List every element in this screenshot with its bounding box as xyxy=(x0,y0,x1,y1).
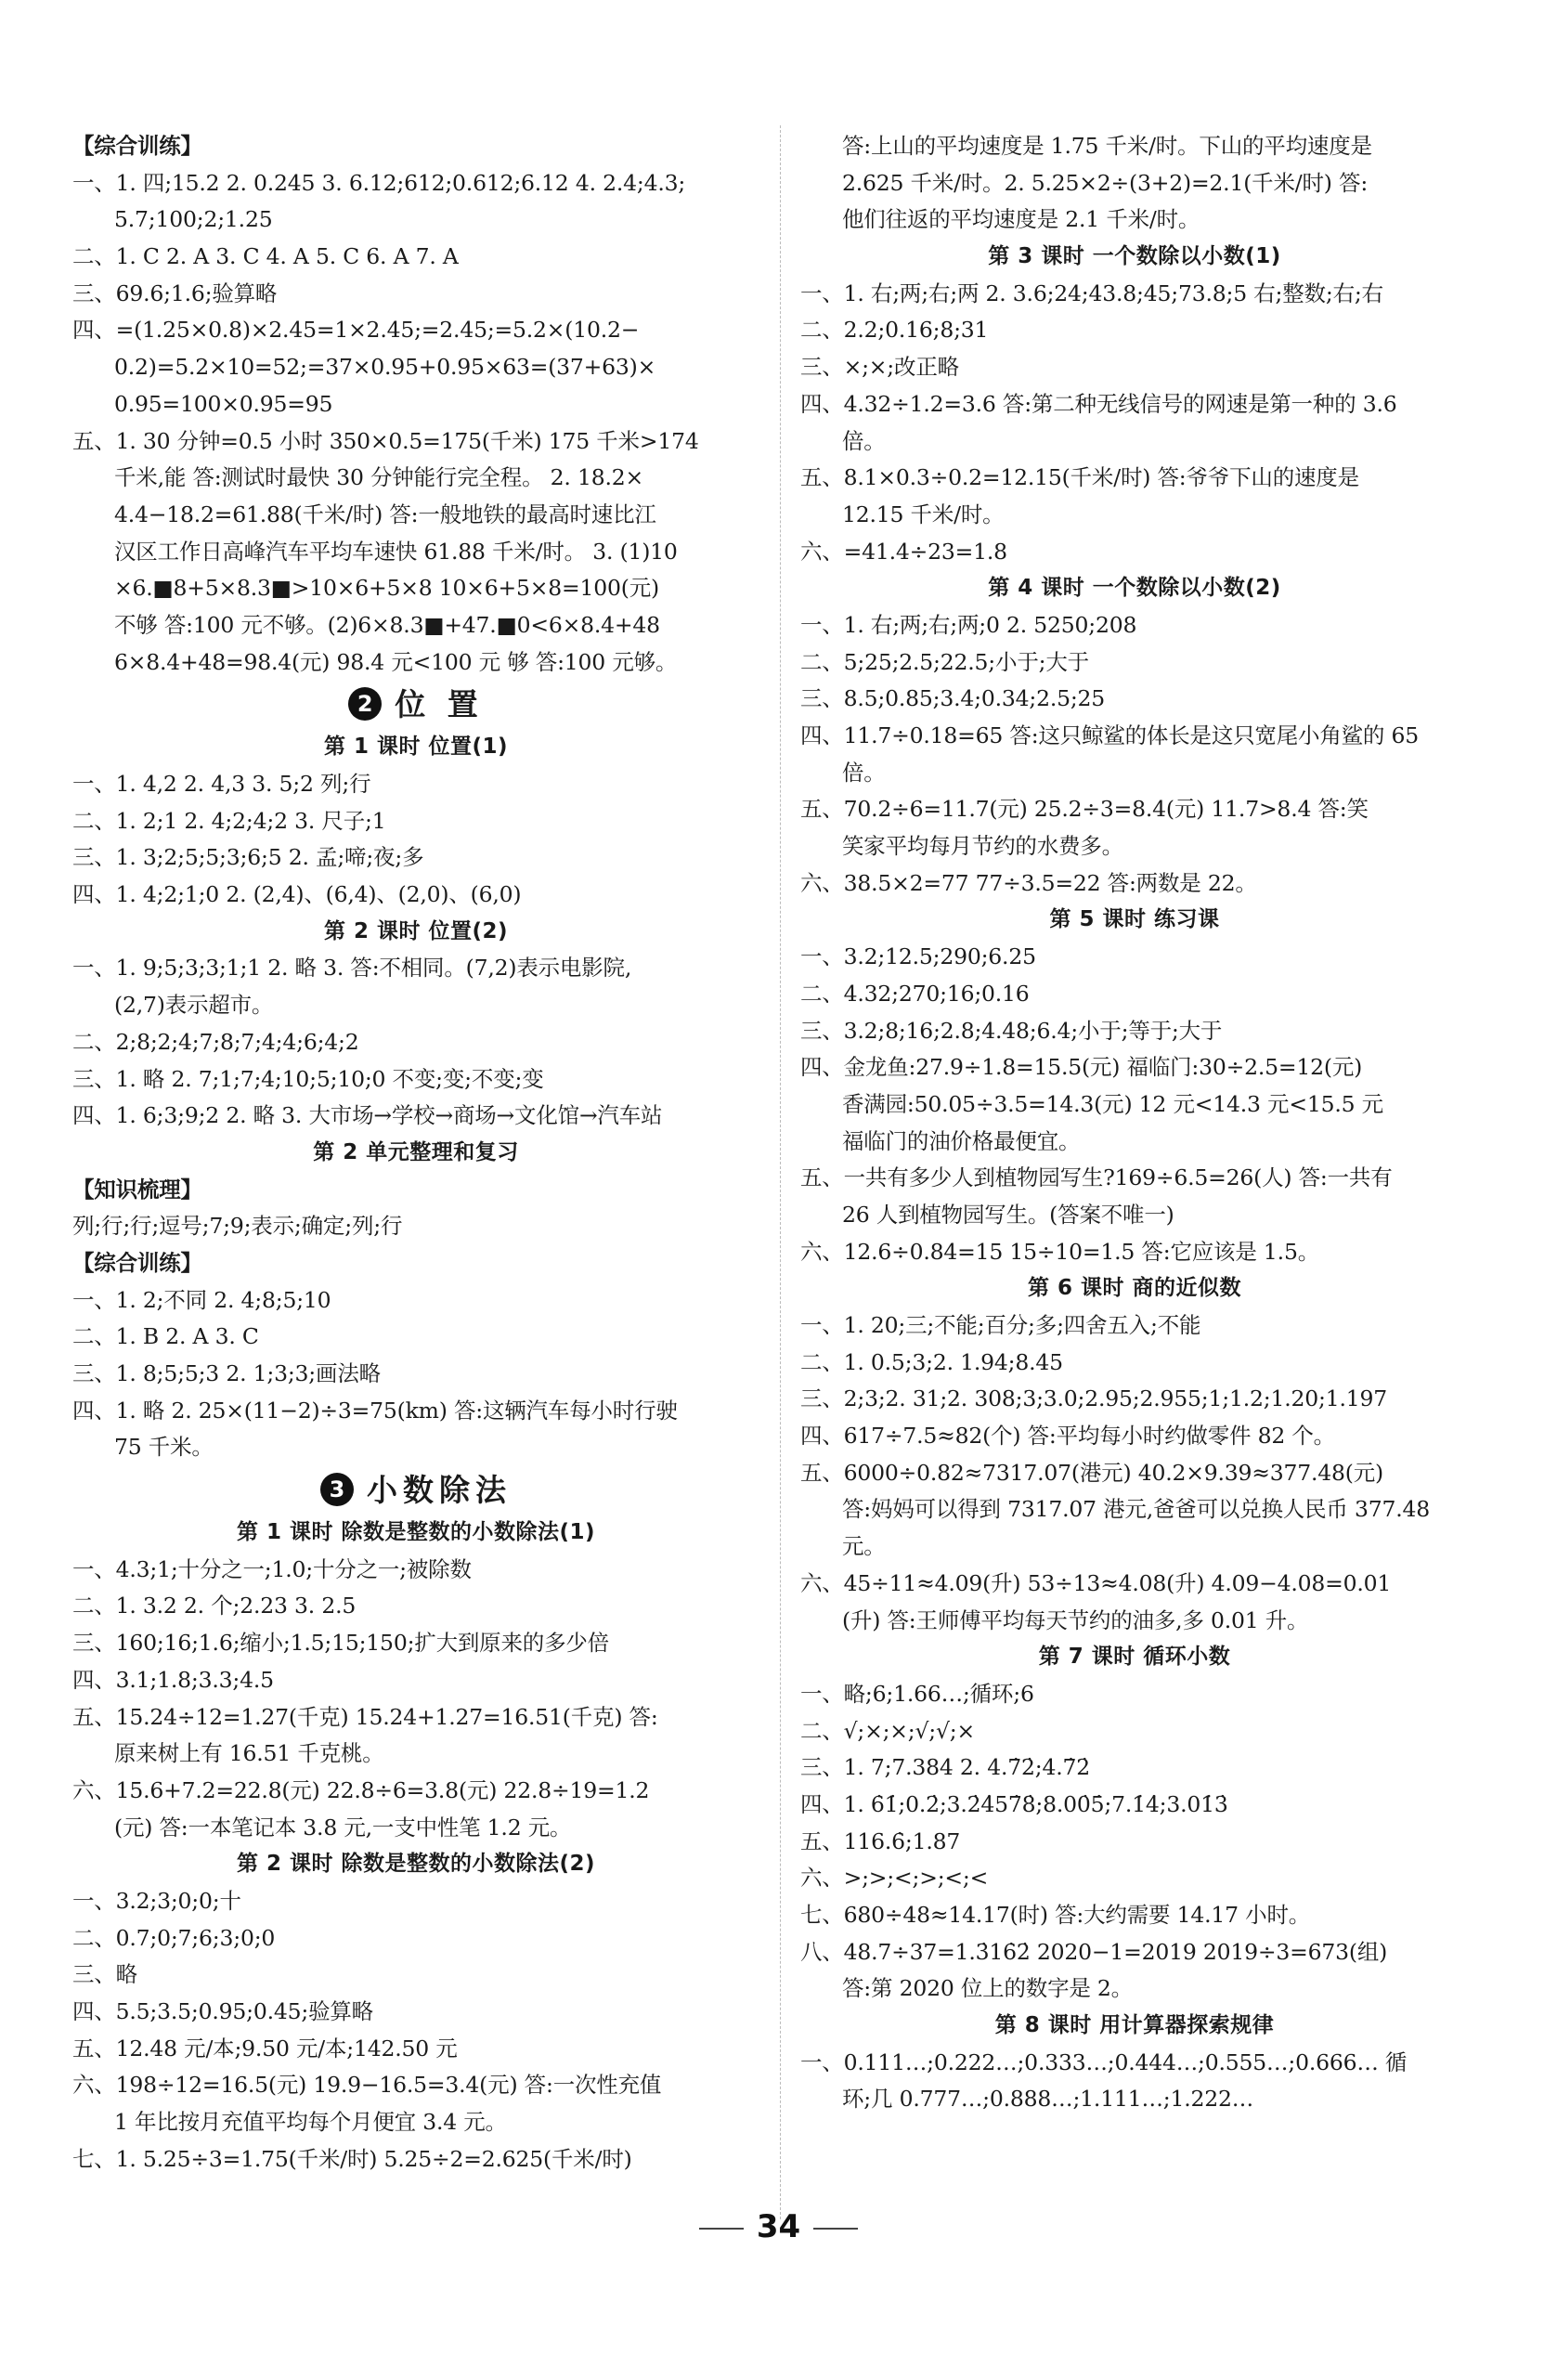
answer-line xyxy=(72,1883,759,1920)
answer-line xyxy=(72,312,759,349)
line-text: 四、4.32÷1.2=3.6 答:第二种无线信号的网速是第一种的 3.6 xyxy=(800,390,1397,417)
line-text: 一、1. 20;三;不能;百分;多;四舍五入;不能 xyxy=(800,1312,1201,1338)
answer-line xyxy=(800,644,1469,682)
answer-line xyxy=(72,1429,759,1466)
answer-line xyxy=(800,460,1469,497)
answer-line xyxy=(800,1197,1469,1234)
line-text: (元) 答:一本笔记本 3.8 元,一支中性笔 1.2 元。 xyxy=(114,1814,572,1840)
line-text: 第 2 课时 位置(2) xyxy=(323,918,509,943)
line-text: 五、116.6̇;1.87 xyxy=(800,1827,961,1854)
answer-line xyxy=(72,644,759,682)
answer-line xyxy=(72,2104,759,2141)
answer-line xyxy=(72,1810,759,1847)
answer-line xyxy=(800,1160,1469,1197)
footer-rule-left xyxy=(699,2228,744,2230)
line-text: 一、0.111…;0.222…;0.333…;0.444…;0.555…;0.666… 循 xyxy=(800,2048,1408,2075)
line-text: 四、1. 6;3;9;2 2. 略 3. 大市场→学校→商场→文化馆→汽车站 xyxy=(72,1102,663,1129)
answer-line xyxy=(800,128,1469,165)
answer-line xyxy=(800,312,1469,349)
unit-title xyxy=(72,681,759,729)
line-text: 【知识梳理】 xyxy=(72,1176,202,1203)
line-text: 三、160;16;1.6;缩小;1.5;15;150;扩大到原来的多少倍 xyxy=(72,1630,609,1657)
line-text: 第 2 单元整理和复习 xyxy=(313,1139,519,1164)
answer-line xyxy=(800,534,1469,571)
answer-line xyxy=(72,1957,759,1994)
line-text: 三、69.6;1.6;验算略 xyxy=(72,280,278,306)
line-text: 原来树上有 16.51 千克桃。 xyxy=(114,1740,384,1767)
answer-line xyxy=(800,497,1469,534)
line-text: 三、1. 3;2;5;5;3;6;5 2. 孟;啼;夜;多 xyxy=(72,844,424,871)
line-text: 第 2 课时 除数是整数的小数除法(2) xyxy=(236,1852,596,1877)
line-text: 香满园:50.05÷3.5=14.3(元) 12 元<14.3 元<15.5 元 xyxy=(842,1090,1383,1117)
line-text: 二、1. 2;1 2. 4;2;4;2 3. 尺子;1 xyxy=(72,807,386,834)
answer-line xyxy=(72,803,759,840)
lesson-heading xyxy=(72,914,759,951)
answer-line xyxy=(800,349,1469,386)
line-text: 三、1. 8;5;5;3 2. 1;3;3;画法略 xyxy=(72,1360,381,1386)
line-text: 六、>;>;<;>;<;< xyxy=(800,1865,989,1892)
line-text: 【综合训练】 xyxy=(72,133,202,159)
lesson-heading xyxy=(800,902,1469,939)
line-text: 他们往返的平均速度是 2.1 千米/时。 xyxy=(842,206,1200,233)
line-text: 一、略;6;1.66…;循环;6 xyxy=(800,1680,1034,1707)
unit-title-text: 小数除法 xyxy=(367,1472,512,1509)
line-text: 0.2)=5.2×10=52;=37×0.95+0.95×63=(37+63)× xyxy=(114,354,656,381)
line-text: 二、1. 3.2 2. 个;2.23 3. 2.5 xyxy=(72,1593,357,1619)
line-text: 二、1. C 2. A 3. C 4. A 5. C 6. A 7. A xyxy=(72,243,459,270)
answer-line xyxy=(800,1049,1469,1086)
line-text: ×6.■8+5×8.3■>10×6+5×8 10×6+5×8=100(元) xyxy=(114,575,659,602)
line-text: 环;几 0.777…;0.888…;1.111…;1.222… xyxy=(842,2086,1254,2113)
line-text: 第 5 课时 练习课 xyxy=(1049,907,1220,932)
line-text: 一、1. 右;两;右;两 2. 3.6;24;43.8;45;73.8;5 右;整数;右;右 xyxy=(800,280,1383,306)
answer-line xyxy=(72,239,759,276)
right-column xyxy=(800,128,1469,2118)
line-text: 倍。 xyxy=(842,759,886,786)
answer-line xyxy=(72,1356,759,1393)
answer-line xyxy=(72,2031,759,2068)
answer-line xyxy=(800,386,1469,423)
answer-line xyxy=(72,1773,759,1810)
unit-title xyxy=(72,1466,759,1515)
answer-line xyxy=(800,1603,1469,1640)
line-text: 二、√;×;×;√;√;× xyxy=(800,1717,975,1744)
line-text: 四、1. 略 2. 25×(11−2)÷3=75(km) 答:这辆汽车每小时行驶 xyxy=(72,1397,678,1424)
line-text: 七、1. 5.25÷3=1.75(千米/时) 5.25÷2=2.625(千米/时) xyxy=(72,2145,632,2172)
answer-line xyxy=(72,202,759,239)
line-text: 五、8.1×0.3÷0.2=12.15(千米/时) 答:爷爷下山的速度是 xyxy=(800,464,1359,491)
answer-line xyxy=(72,460,759,497)
lesson-heading xyxy=(72,1846,759,1883)
line-text: 五、一共有多少人到植物园写生?169÷6.5=26(人) 答:一共有 xyxy=(800,1164,1393,1191)
line-text: 6×8.4+48=98.4(元) 98.4 元<100 元 够 答:100 元够。 xyxy=(114,648,678,675)
line-text: 5.7;100;2;1.25 xyxy=(114,206,273,233)
line-text: 六、38.5×2=77 77÷3.5=22 答:两数是 22。 xyxy=(800,869,1257,896)
line-text: 75 千米。 xyxy=(114,1434,214,1461)
line-text: 六、15.6+7.2=22.8(元) 22.8÷6=3.8(元) 22.8÷19=1.2 xyxy=(72,1776,650,1803)
answer-line xyxy=(72,386,759,423)
line-text: 一、1. 4,2 2. 4,3 3. 5;2 列;行 xyxy=(72,771,371,797)
line-text: 福临门的油价格最便宜。 xyxy=(842,1127,1081,1154)
line-text: 第 8 课时 用计算器探索规律 xyxy=(994,2013,1275,2038)
answer-line xyxy=(72,766,759,803)
unit-title-text: 位 置 xyxy=(395,686,484,723)
line-text: 三、3.2;8;16;2.8;4.48;6.4;小于;等于;大于 xyxy=(800,1017,1223,1044)
line-text: 一、3.2;12.5;290;6.25 xyxy=(800,943,1036,970)
answer-line xyxy=(800,1787,1469,1824)
footer-rule-right xyxy=(813,2228,858,2230)
line-text: 一、3.2;3;0;0;十 xyxy=(72,1887,241,1914)
column-divider xyxy=(780,125,781,2219)
line-text: 二、4.32;270;16;0.16 xyxy=(800,980,1030,1007)
line-text: 一、1. 右;两;右;两;0 2. 5250;208 xyxy=(800,611,1137,638)
answer-line xyxy=(800,865,1469,903)
line-text: 12.15 千米/时。 xyxy=(842,501,1005,527)
section-heading xyxy=(72,1172,759,1209)
lesson-heading xyxy=(800,1270,1469,1307)
answer-line xyxy=(72,570,759,607)
answer-line xyxy=(72,607,759,644)
line-text: 答:妈妈可以得到 7317.07 港元,爸爸可以兑换人民币 377.48 xyxy=(842,1496,1431,1523)
answer-line xyxy=(72,497,759,534)
line-text: 四、11.7÷0.18=65 答:这只鲸鲨的体长是这只宽尾小角鲨的 65 xyxy=(800,722,1419,748)
line-text: 四、1. 4;2;1;0 2. (2,4)、(6,4)、(2,0)、(6,0) xyxy=(72,881,522,908)
section-heading xyxy=(72,128,759,165)
answer-line xyxy=(800,202,1469,239)
answer-line xyxy=(800,1824,1469,1861)
line-text: 二、2;8;2;4;7;8;7;4;4;6;4;2 xyxy=(72,1028,359,1055)
line-text: 千米,能 答:测试时最快 30 分钟能行完全程。 2. 18.2× xyxy=(114,464,643,491)
answer-line xyxy=(800,1381,1469,1418)
line-text: 二、0.7;0;7;6;3;0;0 xyxy=(72,1924,276,1951)
line-text: 六、45÷11≈4.09(升) 53÷13≈4.08(升) 4.09−4.08=0.01 xyxy=(800,1569,1392,1596)
answer-line xyxy=(72,1699,759,1736)
lesson-heading xyxy=(72,1135,759,1172)
answer-line xyxy=(72,1736,759,1773)
answer-line xyxy=(72,1061,759,1099)
lesson-heading xyxy=(800,239,1469,276)
answer-line xyxy=(72,1920,759,1957)
answer-line xyxy=(800,276,1469,313)
line-text: 五、70.2÷6=11.7(元) 25.2÷3=8.4(元) 11.7>8.4 答:笑 xyxy=(800,796,1369,823)
line-text: 六、12.6÷0.84=15 15÷10=1.5 答:它应该是 1.5。 xyxy=(800,1238,1319,1265)
line-text: 第 4 课时 一个数除以小数(2) xyxy=(988,576,1281,601)
answer-line xyxy=(800,1345,1469,1382)
answer-line xyxy=(72,1098,759,1135)
line-text: 四、金龙鱼:27.9÷1.8=15.5(元) 福临门:30÷2.5=12(元) xyxy=(800,1054,1363,1081)
line-text: 0.95=100×0.95=95 xyxy=(114,390,333,417)
line-text: 三、1. 略 2. 7;1;7;4;10;5;10;0 不变;变;不变;变 xyxy=(72,1065,544,1092)
line-text: 一、1. 9;5;3;3;1;1 2. 略 3. 答:不相同。(7,2)表示电影院, xyxy=(72,955,632,982)
line-text: 八、48.7÷37=1.3̇16̇2̇ 2020−1=2019 2019÷3=673(组) xyxy=(800,1938,1388,1965)
answer-line xyxy=(72,987,759,1024)
line-text: 二、5;25;2.5;22.5;小于;大于 xyxy=(800,648,1089,675)
page-number-footer xyxy=(0,2208,1557,2245)
answer-line xyxy=(800,791,1469,828)
line-text: 26 人到植物园写生。(答案不唯一) xyxy=(842,1201,1174,1228)
line-text: 笑家平均每月节约的水费多。 xyxy=(842,833,1123,860)
answer-line xyxy=(72,2141,759,2178)
line-text: 答:第 2020 位上的数字是 2。 xyxy=(842,1975,1133,2002)
answer-line xyxy=(72,839,759,877)
line-text: 四、5.5;3.5;0.95;0.45;验算略 xyxy=(72,1998,373,2024)
line-text: 四、617÷7.5≈82(个) 答:平均每小时约做零件 82 个。 xyxy=(800,1423,1335,1450)
line-text: 五、6000÷0.82≈7317.07(港元) 40.2×9.39≈377.48(元) xyxy=(800,1459,1383,1486)
line-text: 五、1. 30 分钟=0.5 小时 350×0.5=175(千米) 175 千米>174 xyxy=(72,427,699,454)
line-text: (升) 答:王师傅平均每天节约的油多,多 0.01 升。 xyxy=(842,1606,1309,1633)
answer-line xyxy=(800,976,1469,1013)
line-text: 答:上山的平均速度是 1.75 千米/时。下山的平均速度是 xyxy=(842,133,1372,159)
answer-line xyxy=(800,1713,1469,1750)
answer-line xyxy=(800,1307,1469,1345)
line-text: 三、略 xyxy=(72,1961,137,1988)
line-text: 不够 答:100 元不够。(2)6×8.3■+47.■0<6×8.4+48 xyxy=(114,611,660,638)
page-number: 34 xyxy=(756,2208,801,2245)
lesson-heading xyxy=(800,2008,1469,2045)
answer-line xyxy=(800,939,1469,976)
lesson-heading xyxy=(72,1515,759,1552)
answer-line xyxy=(800,828,1469,865)
line-text: 第 7 课时 循环小数 xyxy=(1038,1645,1231,1670)
answer-line xyxy=(800,2045,1469,2082)
line-text: 一、1. 2;不同 2. 4;8;5;10 xyxy=(72,1286,331,1313)
line-text: 三、8.5;0.85;3.4;0.34;2.5;25 xyxy=(800,685,1106,712)
answer-line xyxy=(800,1897,1469,1934)
answer-line xyxy=(72,1319,759,1356)
answer-line xyxy=(800,2081,1469,2118)
answer-line xyxy=(72,1552,759,1589)
line-text: 第 1 课时 位置(1) xyxy=(323,735,509,760)
line-text: 三、1. 7;7.384 2. 4.7̇2̇;4.7̇2̇ xyxy=(800,1754,1090,1781)
line-text: 四、3.1;1.8;3.3;4.5 xyxy=(72,1666,274,1693)
answer-line xyxy=(72,950,759,987)
answer-line xyxy=(800,1566,1469,1603)
line-text: 第 1 课时 除数是整数的小数除法(1) xyxy=(236,1520,596,1545)
line-text: 第 6 课时 商的近似数 xyxy=(1027,1276,1242,1301)
answer-line xyxy=(800,718,1469,755)
line-text: 第 3 课时 一个数除以小数(1) xyxy=(988,244,1281,269)
answer-line xyxy=(800,1491,1469,1528)
line-text: 三、×;×;改正略 xyxy=(800,354,959,381)
answer-line xyxy=(800,1086,1469,1124)
answer-line xyxy=(72,2067,759,2104)
section-heading xyxy=(72,1245,759,1282)
answer-line xyxy=(800,1418,1469,1455)
line-text: 六、198÷12=16.5(元) 19.9−16.5=3.4(元) 答:一次性充值 xyxy=(72,2072,662,2099)
answer-line xyxy=(800,1013,1469,1050)
left-column xyxy=(72,128,759,2178)
line-text: 一、4.3;1;十分之一;1.0;十分之一;被除数 xyxy=(72,1555,472,1582)
answer-line xyxy=(800,1860,1469,1897)
answer-line xyxy=(72,534,759,571)
line-text: 二、2.2;0.16;8;31 xyxy=(800,317,989,344)
answer-line xyxy=(72,1282,759,1320)
answer-line xyxy=(72,1024,759,1061)
answer-line xyxy=(72,1625,759,1662)
answer-line xyxy=(800,681,1469,718)
answer-line xyxy=(72,165,759,202)
line-text: 【综合训练】 xyxy=(72,1249,202,1276)
answer-line xyxy=(800,1749,1469,1787)
line-text: 汉区工作日高峰汽车平均车速快 61.88 千米/时。 3. (1)10 xyxy=(114,538,678,565)
unit-number-badge: 2 xyxy=(348,687,382,721)
line-text: 四、1. 6̇1̇;0.2̇;3.2̇4̇57̇8̇;8.00̇5̇;7.1̇4̇;3.01̇3̇ xyxy=(800,1790,1228,1817)
answer-line xyxy=(800,755,1469,792)
answer-line xyxy=(800,165,1469,202)
answer-line xyxy=(800,1676,1469,1713)
line-text: 倍。 xyxy=(842,427,886,454)
answer-line xyxy=(72,1994,759,2031)
lesson-heading xyxy=(800,1639,1469,1676)
answer-line xyxy=(72,1588,759,1625)
answer-line xyxy=(72,276,759,313)
answer-line xyxy=(800,1455,1469,1492)
answer-line xyxy=(72,349,759,386)
answer-line xyxy=(72,1208,759,1245)
answer-line xyxy=(800,1124,1469,1161)
line-text: 七、680÷48≈14.17(时) 答:大约需要 14.17 小时。 xyxy=(800,1902,1311,1928)
lesson-heading xyxy=(800,570,1469,607)
answer-line xyxy=(800,1234,1469,1271)
answer-line xyxy=(800,1528,1469,1566)
line-text: 二、1. B 2. A 3. C xyxy=(72,1323,259,1350)
line-text: (2,7)表示超市。 xyxy=(114,992,274,1019)
answer-line xyxy=(72,1393,759,1430)
answer-line xyxy=(72,423,759,461)
answer-line xyxy=(800,423,1469,461)
answer-line xyxy=(72,1662,759,1699)
answer-line xyxy=(72,877,759,914)
answer-line xyxy=(800,607,1469,644)
line-text: 六、=41.4÷23=1.8 xyxy=(800,538,1007,565)
line-text: 五、15.24÷12=1.27(千克) 15.24+1.27=16.51(千克) 答: xyxy=(72,1703,658,1730)
line-text: 五、12.48 元/本;9.50 元/本;142.50 元 xyxy=(72,2035,458,2061)
line-text: 一、1. 四;15.2 2. 0.245 3. 6.12;612;0.612;6.12 4. 2.4;4.3; xyxy=(72,169,686,196)
line-text: 三、2;3;2. 31;2. 308;3;3.0;2.95;2.955;1;1.2;1.20;1.197 xyxy=(800,1385,1387,1412)
unit-number-badge: 3 xyxy=(320,1473,354,1506)
line-text: 二、1. 0.5;3;2. 1.94;8.45 xyxy=(800,1348,1063,1375)
lesson-heading xyxy=(72,729,759,766)
line-text: 4.4−18.2=61.88(千米/时) 答:一般地铁的最高时速比江 xyxy=(114,501,656,527)
line-text: 列;行;行;逗号;7;9;表示;确定;列;行 xyxy=(72,1213,403,1240)
line-text: 元。 xyxy=(842,1533,886,1560)
answer-line xyxy=(800,1934,1469,1971)
answer-line xyxy=(800,1970,1469,2008)
line-text: 四、=(1.25×0.8)×2.45=1×2.45;=2.45;=5.2×(10.2− xyxy=(72,317,640,344)
line-text: 1 年比按月充值平均每个月便宜 3.4 元。 xyxy=(114,2109,507,2136)
line-text: 2.625 千米/时。2. 5.25×2÷(3+2)=2.1(千米/时) 答: xyxy=(842,169,1369,196)
